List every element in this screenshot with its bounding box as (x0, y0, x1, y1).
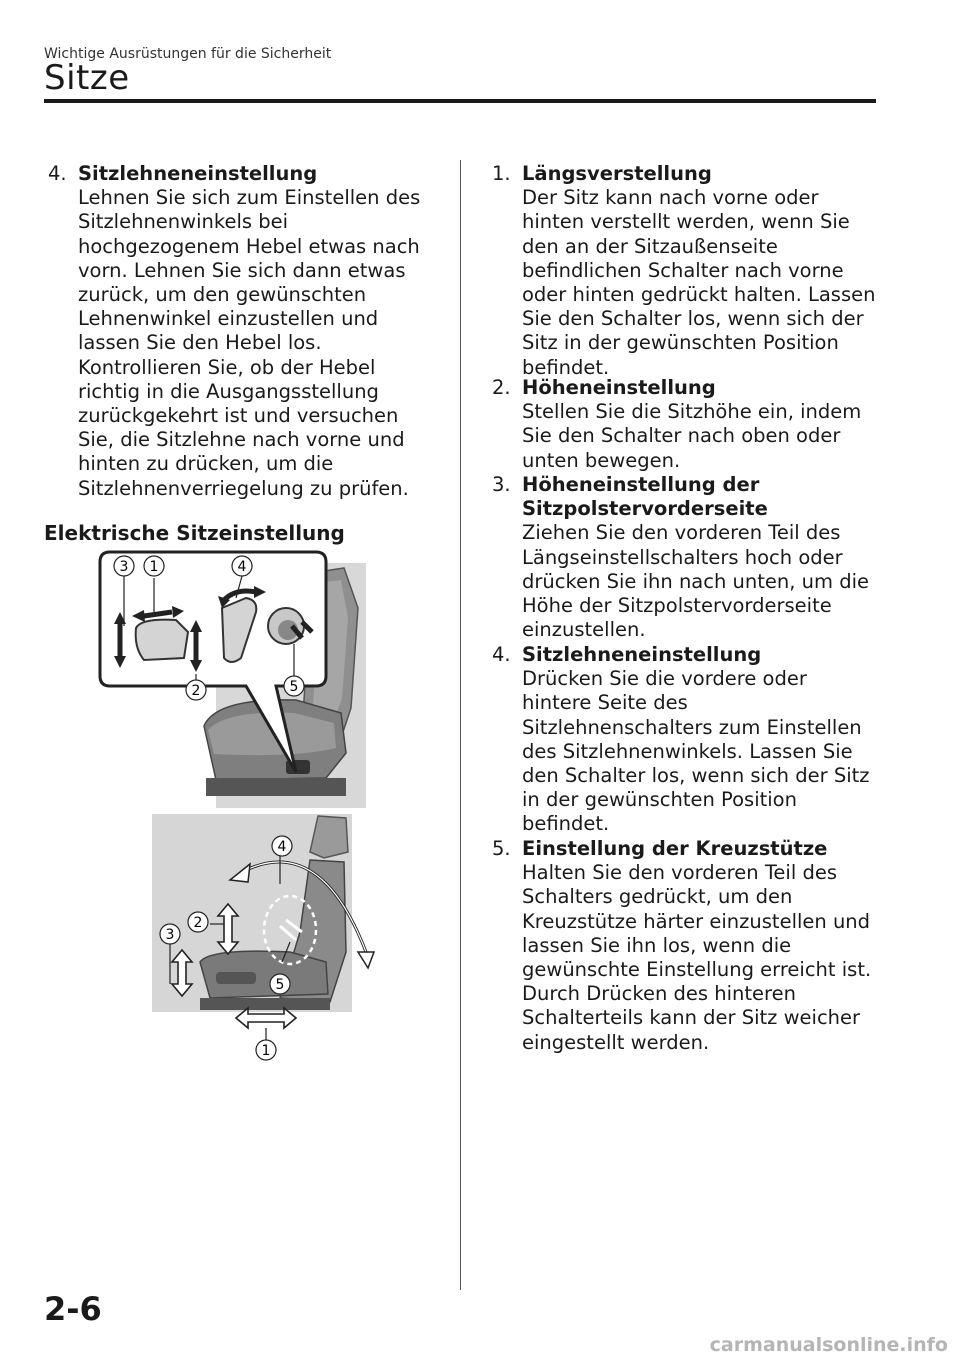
figure-label-3: 3 (119, 559, 129, 575)
watermark: carmanualsonline.info (709, 1334, 948, 1356)
item-text: Lehnen Sie sich zum Einstellen des Sitzlehnenwinkels bei hochgezogenem Hebel etwas nach vorn. Lehnen Sie sich dann etwas zurück, um den gewünschten Lehnenwinkel einzustellen und lassen Sie den Hebel los. Kontrollieren Sie, ob der Hebel richtig in die Ausgangsstellung zurückgekehrt ist und versuchen Sie, die Sitzlehne nach vorne und hinten zu drücken, um die Sitzlehnenverriegelung zu prüfen. (78, 186, 421, 500)
figure-label-5: 5 (289, 679, 299, 695)
page-number: 2-6 (44, 1290, 102, 1328)
figure-label-4: 4 (237, 559, 247, 575)
item-title: Einstellung der Kreuzstütze (522, 837, 828, 860)
item-text: Der Sitz kann nach vorne oder hinten verstellt werden, wenn Sie den an der Sitzaußenseite befindlichen Schalter nach vorne oder hinten gedrückt halten. Lassen Sie den Schalter los, wenn sich der Sitz in der gewünschten Position befindet. (522, 186, 876, 379)
item-title: Höheneinstellung (522, 376, 716, 399)
item-number: 4. (492, 643, 511, 666)
item-text: Ziehen Sie den vorderen Teil des Längseinstellschalters hoch oder drücken Sie ihn nach unten, um die Höhe der Sitzpolstervorderseite einzustellen. (522, 521, 870, 642)
seat-switch-figure (96, 548, 368, 810)
item-text: Stellen Sie die Sitzhöhe ein, indem Sie den Schalter nach oben oder unten bewegen. (522, 400, 862, 472)
column-divider (460, 160, 461, 1290)
item-text: Drücken Sie die vordere oder hintere Seite des Sitzlehnenschalters zum Einstellen des Sitzlehnenwinkels. Lassen Sie den Schalter los, wenn sich der Sitz in der gewünschten Position befindet. (522, 667, 870, 836)
item-number: 4. (48, 162, 67, 185)
section-heading: Elektrische Sitzeinstellung (44, 521, 345, 545)
item-title: Sitzlehneneinstellung (78, 162, 318, 185)
page-title: Sitze (44, 58, 130, 98)
item-number: 1. (492, 162, 511, 185)
figure-label-1: 1 (149, 559, 159, 575)
item-title: Sitzlehneneinstellung (522, 643, 762, 666)
figure-label-4: 4 (277, 839, 287, 855)
header-breadcrumb: Wichtige Ausrüstungen für die Sicherheit (44, 46, 332, 62)
item-number: 5. (492, 837, 511, 860)
item-title: Längsverstellung (522, 162, 712, 185)
figure-label-3: 3 (165, 927, 175, 943)
figure-label-1: 1 (261, 1043, 271, 1059)
figure-label-2: 2 (191, 683, 201, 699)
seat-side-view-figure (150, 812, 382, 1062)
item-number: 2. (492, 376, 511, 399)
item-title: Höheneinstellung der Sitzpolstervorderseite (522, 473, 768, 521)
item-text: Halten Sie den vorderen Teil des Schalters gedrückt, um den Kreuzstütze härter einzustellen und lassen Sie ihn los, wenn die gewünschte Einstellung erreicht ist. Durch Drücken des hinteren Schalterteils kann der Sitz weicher eingestellt werden. (522, 861, 872, 1054)
figure-label-5: 5 (275, 977, 285, 993)
figure-label-2: 2 (193, 915, 203, 931)
item-number: 3. (492, 473, 511, 496)
header-rule (44, 99, 876, 103)
